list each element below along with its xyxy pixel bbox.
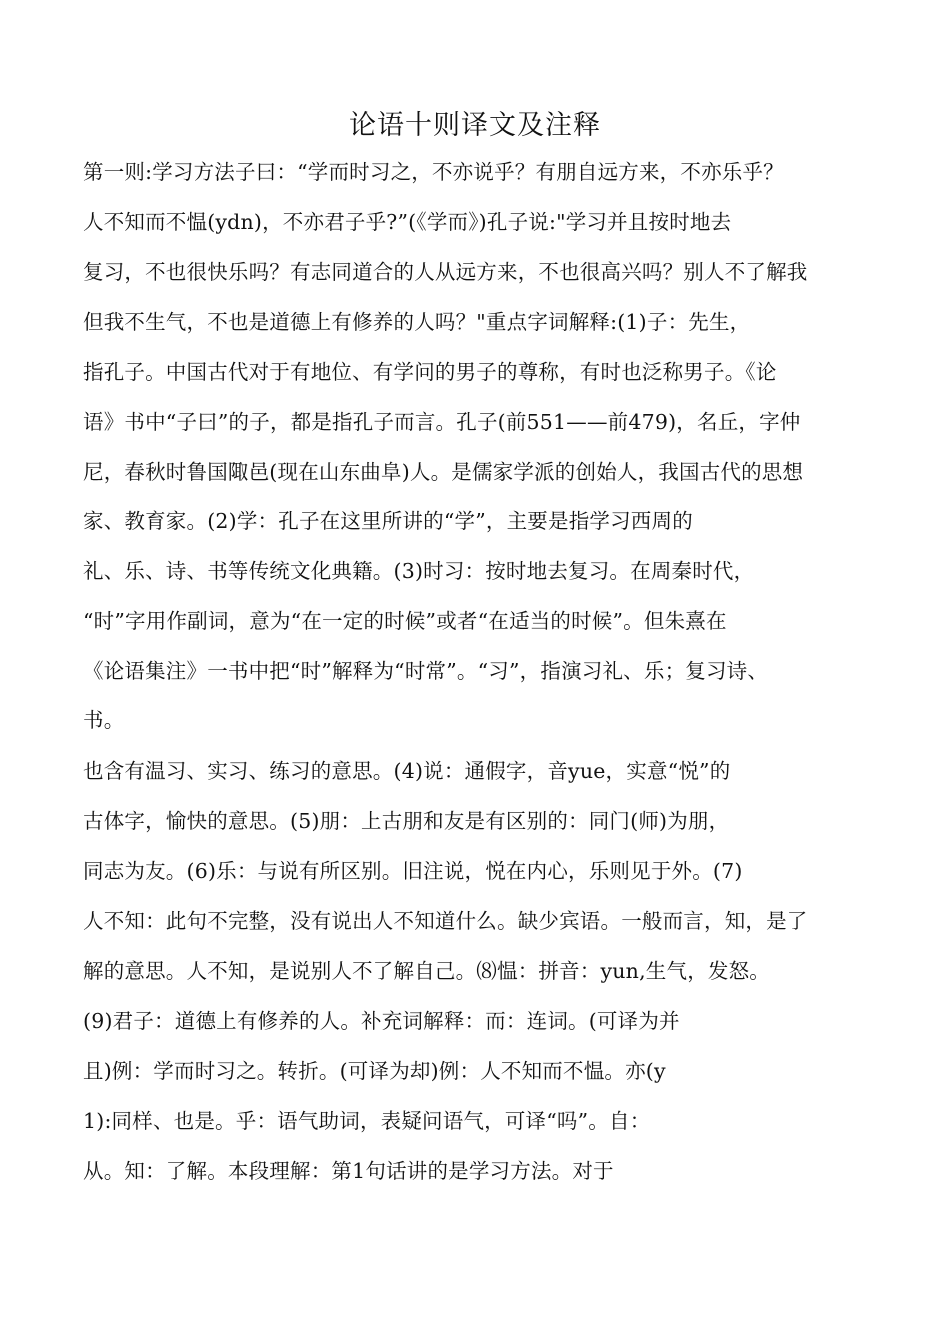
text-line-1: 第一则:学习方法子曰：“学而时习之，不亦说乎？有朋自远方来，不亦乐乎？ bbox=[83, 160, 784, 184]
text-line-6: 语》书中“子曰”的子，都是指孔子而言。孔子(前551——前479)，名丘，字仲 bbox=[83, 410, 801, 434]
text-line-18: (9)君子：道德上有修养的人。补充词解释：而：连词。(可译为并 bbox=[83, 1009, 680, 1033]
text-line-10: “时”字用作副词，意为“在一定的时候”或者“在适当的时候”。但朱熹在 bbox=[83, 609, 727, 633]
text-line-3: 复习，不也很快乐吗？有志同道合的人从远方来，不也很高兴吗？别人不了解我 bbox=[83, 260, 808, 284]
text-line-13: 也含有温习、实习、练习的意思。(4)说：通假字，音yue，实意“悦”的 bbox=[83, 759, 731, 783]
text-line-4: 但我不生气，不也是道德上有修养的人吗？"重点字词解释:(1)子：先生， bbox=[83, 310, 751, 334]
text-line-19: 且)例：学而时习之。转折。(可译为却)例：人不知而不愠。亦(y bbox=[83, 1059, 666, 1083]
text-line-5: 指孔子。中国古代对于有地位、有学问的男子的尊称，有时也泛称男子。《论 bbox=[83, 360, 777, 384]
text-line-15: 同志为友。(6)乐：与说有所区别。旧注说，悦在内心，乐则见于外。(7) bbox=[83, 859, 743, 883]
text-line-12: 书。 bbox=[83, 708, 125, 732]
text-line-17: 解的意思。人不知，是说别人不了解自己。⑻愠：拼音：yun,生气，发怒。 bbox=[83, 959, 771, 983]
text-line-9: 礼、乐、诗、书等传统文化典籍。(3)时习：按时地去复习。在周秦时代， bbox=[83, 559, 755, 583]
text-line-16: 人不知：此句不完整，没有说出人不知道什么。缺少宾语。一般而言，知，是了 bbox=[83, 909, 808, 933]
text-line-20: 1):同样、也是。乎：语气助词，表疑问语气，可译“吗”。自： bbox=[83, 1109, 651, 1133]
text-line-21: 从。知：了解。本段理解：第1句话讲的是学习方法。对于 bbox=[83, 1159, 614, 1183]
text-line-7: 尼，春秋时鲁国陬邑(现在山东曲阜)人。是儒家学派的创始人，我国古代的思想 bbox=[83, 460, 804, 484]
text-line-11: 《论语集注》一书中把“时”解释为“时常”。“习”，指演习礼、乐；复习诗、 bbox=[83, 659, 769, 683]
document-title: 论语十则译文及注释 bbox=[349, 110, 601, 141]
text-line-8: 家、教育家。(2)学：孔子在这里所讲的“学”，主要是指学习西周的 bbox=[83, 509, 693, 533]
text-line-2: 人不知而不愠(ydn)，不亦君子乎?”(《学而》)孔子说:"学习并且按时地去 bbox=[83, 210, 732, 234]
text-line-14: 古体字，愉快的意思。(5)朋：上古朋和友是有区别的：同门(师)为朋， bbox=[83, 809, 730, 833]
